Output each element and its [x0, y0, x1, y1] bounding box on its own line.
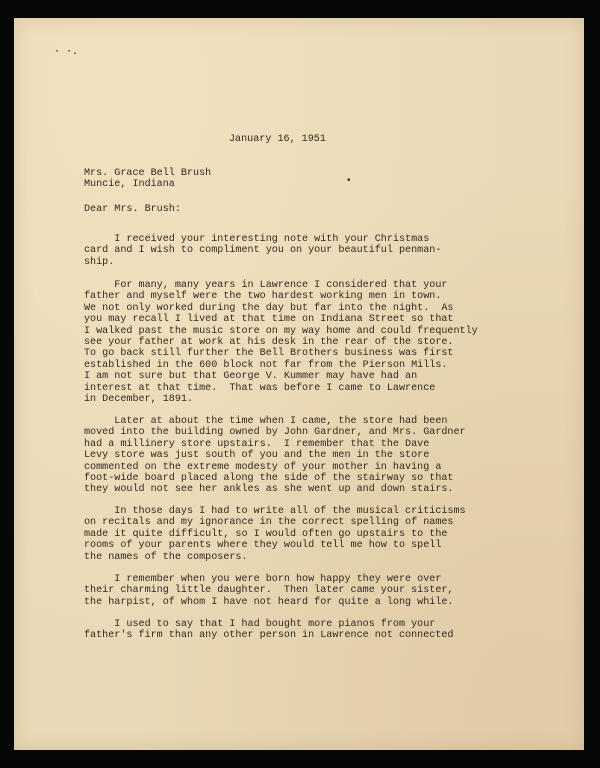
paragraph-3 [84, 416, 466, 496]
text-line: foot-wide board placed along the side of the stairway so that [84, 473, 454, 485]
text-line: Levy store was just south of you and the men in the store [84, 450, 430, 462]
text-line: father and myself were the two hardest working men in town. [84, 291, 442, 303]
text-line: made it quite difficult, so I would often go upstairs to the [84, 528, 448, 540]
text-line: interest at that time. That was before I came to Lawrence [84, 382, 436, 394]
text-line: the names of the composers. [84, 551, 248, 563]
text-line: moved into the building owned by John Gardner, and Mrs. Gardner [84, 427, 466, 439]
text-line: on recitals and my ignorance in the correct spelling of names [84, 517, 454, 529]
paragraph-2 [84, 280, 478, 405]
text-line: the harpist, of whom I have not heard for quite a long while. [84, 596, 454, 608]
address-line: Muncie, Indiana [84, 179, 175, 191]
text-line: For many, many years in Lawrence I considered that your [84, 280, 448, 291]
text-line: had a millinery store upstairs. I remember that the Dave [84, 438, 430, 450]
text-line: Later at about the time when I came, the store had been [84, 416, 448, 427]
address-line: Mrs. Grace Bell Brush [84, 168, 212, 179]
text-line: established in the 600 block not far from the Pierson Mills. [84, 359, 448, 371]
text-line: commented on the extreme modesty of your mother in having a [84, 461, 442, 473]
text-line: I remember when you were born how happy they were over [84, 574, 442, 585]
text-line: you may recall I lived at that time on Indiana Street so that [84, 314, 454, 326]
letter-date: January 16, 1951 [229, 134, 326, 145]
text-line: In those days I had to write all of the musical criticisms [84, 506, 466, 517]
paragraph-4 [84, 506, 466, 563]
text-line: rooms of your parents where they would tell me how to spell [84, 540, 442, 552]
text-line: To go back still further the Bell Brothers business was first [84, 348, 454, 360]
text-line: their charming little daughter. Then later came your sister, [84, 585, 454, 597]
text-line: see your father at work at his desk in the rear of the store. [84, 337, 454, 349]
text-line: in December, 1891. [84, 394, 194, 406]
text-line: I received your interesting note with your Christmas [84, 234, 430, 245]
text-line: father's firm than any other person in Lawrence not connected [84, 630, 454, 642]
paragraph-1 [84, 234, 441, 268]
paragraph-5 [84, 574, 454, 608]
text-line: I used to say that I had bought more pianos from your [84, 619, 436, 630]
recipient-address [84, 168, 211, 191]
ink-dot-mark: • [346, 176, 352, 186]
text-line: ship. [84, 256, 115, 268]
text-line: they would not see her ankles as she went up and down stairs. [84, 484, 454, 496]
text-line: We not only worked during the day but far into the night. As [84, 302, 454, 314]
text-line: I am not sure but that George V. Kummer may have had an [84, 371, 418, 383]
text-line: card and I wish to compliment you on your beautiful penman- [84, 245, 442, 257]
paper-blemish-mark: · ·. [54, 46, 79, 57]
paragraph-6 [84, 619, 454, 642]
text-line: I walked past the music store on my way home and could frequently [84, 325, 478, 337]
salutation: Dear Mrs. Brush: [84, 204, 181, 215]
